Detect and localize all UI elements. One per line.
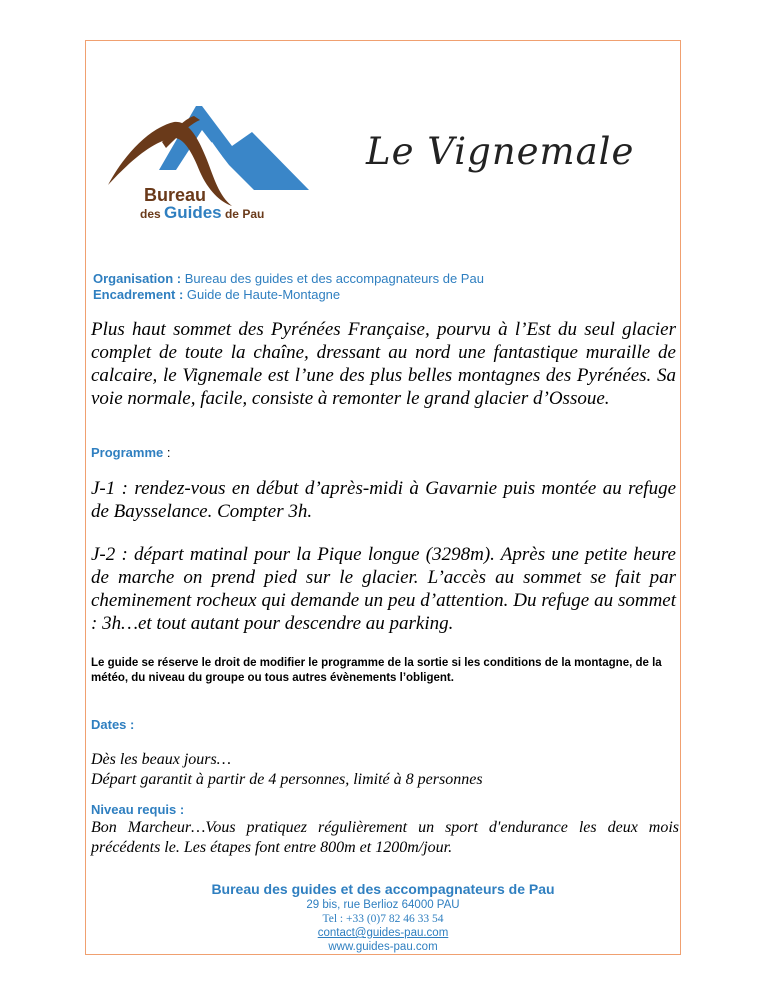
footer-website[interactable]: www.guides-pau.com: [328, 941, 438, 953]
footer-phone: Tel : +33 (0)7 82 46 33 54: [322, 913, 444, 925]
organisation-label: Organisation :: [93, 271, 185, 286]
niveau-heading: Niveau requis :: [91, 802, 185, 817]
programme-day-1: J-1 : rendez-vous en début d’après-midi à Gavarnie puis montée au refuge de Baysselance. Compter 3h.: [91, 478, 676, 522]
organisation-value: Bureau des guides et des accompagnateurs de Pau: [184, 271, 484, 286]
logo-guides-text: des Guides de Pau: [140, 203, 265, 222]
dates-line-1: Dès les beaux jours…: [91, 751, 231, 768]
programme-day-2: J-2 : départ matinal pour la Pique longue (3298m). Après une petite heure de marche on prend pied sur le glacier. L’accès au sommet se fait par cheminement rocheux qui demande un peu d’attention. Du refuge au sommet : 3h…et tout autant pour descendre au parking.: [91, 544, 676, 634]
programme-heading: Programme :: [91, 445, 171, 460]
disclaimer-notice: Le guide se réserve le droit de modifier le programme de la sortie si les conditions de la montagne, de la météo, du niveau du groupe ou tous autres évènements l’obligent.: [91, 657, 662, 684]
encadrement-label: Encadrement :: [93, 287, 187, 302]
footer-company-name: Bureau des guides et des accompagnateurs de Pau: [211, 881, 555, 897]
intro-paragraph: Plus haut sommet des Pyrénées Française, pourvu à l’Est du seul glacier complet de toute la chaîne, dressant au nord une fantastique muraille de calcaire, le Vignemale est l’une des plus belles montagnes des Pyrénées. Sa voie normale, facile, consiste à remonter le grand glacier d’Ossoue.: [91, 319, 676, 409]
encadrement-line: [93, 287, 678, 303]
logo-bureau-text: Bureau: [144, 185, 207, 205]
footer: [85, 881, 681, 954]
dates-text: [91, 750, 676, 790]
mountain-logo-icon: [104, 100, 314, 230]
encadrement-value: Guide de Haute-Montagne: [186, 287, 341, 302]
footer-email-link[interactable]: contact@guides-pau.com: [317, 927, 449, 939]
dates-line-2: Départ garantit à partir de 4 personnes, limité à 8 personnes: [91, 771, 483, 788]
page-title: Le Vignemale: [366, 130, 635, 173]
organisation-line: [93, 271, 678, 287]
footer-address: 29 bis, rue Berlioz 64000 PAU: [306, 899, 460, 911]
niveau-text: Bon Marcheur…Vous pratiquez régulièrement un sport d'endurance les deux mois précédents le. Les étapes font entre 800m et 1200m/jour.: [91, 819, 679, 856]
dates-heading: Dates :: [91, 717, 135, 732]
info-block: [93, 271, 678, 303]
